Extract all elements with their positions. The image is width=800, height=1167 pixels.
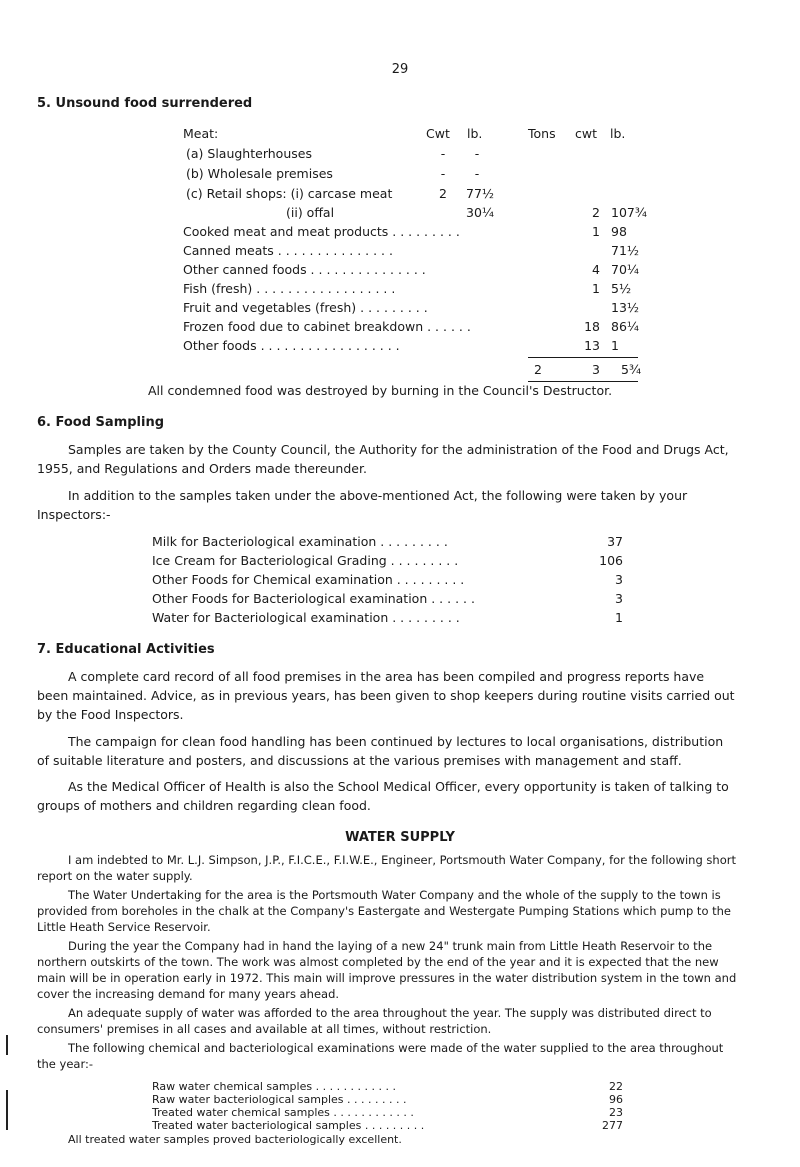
section-6-heading: 6. Food Sampling (37, 415, 165, 430)
meat-label: Meat: (183, 126, 219, 141)
page-number: 29 (391, 62, 409, 77)
list-item-label: Treated water bacteriological samples . . . . . . . . . (152, 1119, 425, 1132)
table-cell-lb-2: 1 (611, 338, 619, 353)
list-item-value: 22 (609, 1080, 623, 1093)
list-item-value: 277 (602, 1119, 623, 1132)
table-row-label: Other foods . . . . . . . . . . . . . . . . . . (183, 338, 400, 353)
total-tons: 2 (534, 362, 542, 377)
table-cell-cwt: - (440, 146, 446, 161)
table-cell-lb-2: 71½ (611, 243, 640, 258)
scan-edge-mark (6, 1035, 8, 1055)
list-item-label: Other Foods for Bacteriological examination . . . . . . (152, 591, 475, 606)
table-cell-lb: - (474, 166, 480, 181)
paragraph: Samples are taken by the County Council, the Authority for the administration of the Food and Drugs Act, 1955, and Regulations and Orders made thereunder. (37, 442, 729, 476)
table-cell-cwt: - (440, 166, 446, 181)
col-header-lb-2: lb. (610, 126, 626, 141)
paragraph: I am indebted to Mr. L.J. Simpson, J.P., F.I.C.E., F.I.W.E., Engineer, Portsmouth Water Company, for the following short report on the water supply. (37, 853, 736, 883)
paragraph: An adequate supply of water was afforded to the area throughout the year. The supply was distributed direct to consumers' premises in all cases and available at all times, without restriction. (37, 1006, 712, 1036)
total-rule-bottom (528, 381, 638, 382)
table-cell-cwt: 2 (439, 186, 447, 201)
paragraph: In addition to the samples taken under the above-mentioned Act, the following were taken by your Inspectors:- (37, 488, 688, 522)
list-item-label: Treated water chemical samples . . . . . . . . . . . . (152, 1106, 414, 1119)
list-item-value: 23 (609, 1106, 623, 1119)
table-cell-lb-2: 86¼ (611, 319, 640, 334)
total-lb: 5¾ (621, 362, 642, 377)
table-row-label: (c) Retail shops: (i) carcase meat (186, 186, 393, 201)
table-cell-lb: - (474, 146, 480, 161)
table-cell-lb-2: 70¼ (611, 262, 640, 277)
col-header-cwt-2: cwt (575, 126, 597, 141)
paragraph: The following chemical and bacteriological examinations were made of the water supplied to the area throughout the year:- (37, 1041, 724, 1071)
col-header-tons: Tons (528, 126, 556, 141)
list-item-label: Raw water chemical samples . . . . . . . . . . . . (152, 1080, 397, 1093)
section-5-heading: 5. Unsound food surrendered (37, 96, 253, 111)
paragraph: A complete card record of all food premises in the area has been compiled and progress reports have been maintained. Advice, as in previous years, has been given to shop keepers during routine visits carried out by the Food Inspectors. (37, 669, 735, 722)
total-rule-top (528, 357, 638, 358)
scan-edge-mark (6, 1090, 8, 1130)
paragraph: As the Medical Officer of Health is also the School Medical Officer, every opportunity is taken of talking to groups of mothers and children regarding clean food. (37, 779, 729, 813)
section-5-footnote: All condemned food was destroyed by burning in the Council's Destructor. (148, 383, 613, 398)
table-row-label: Fish (fresh) . . . . . . . . . . . . . . . . . . (183, 281, 396, 296)
table-cell-lb-2: 5½ (611, 281, 632, 296)
table-row-label: Canned meats . . . . . . . . . . . . . . . (183, 243, 393, 258)
table-cell-cwt-2: 13 (584, 338, 600, 353)
paragraph: The campaign for clean food handling has been continued by lectures to local organisations, distribution of suitable literature and posters, and discussions at the various premises with management and staff. (37, 734, 724, 768)
list-item-label: Milk for Bacteriological examination . . . . . . . . . (152, 534, 448, 549)
table-row-label: Cooked meat and meat products . . . . . . . . . (183, 224, 460, 239)
list-item-value: 3 (615, 591, 623, 606)
table-row-label: Frozen food due to cabinet breakdown . . . . . . (183, 319, 471, 334)
table-row-label: (a) Slaughterhouses (186, 146, 312, 161)
table-row-label: Other canned foods . . . . . . . . . . . . . . . (183, 262, 426, 277)
list-item-value: 106 (599, 553, 623, 568)
table-cell-lb-2: 13½ (611, 300, 640, 315)
water-supply-heading: WATER SUPPLY (345, 830, 455, 845)
paragraph: The Water Undertaking for the area is the Portsmouth Water Company and the whole of the supply to the town is provided from boreholes in the chalk at the Company's Eastergate and Westergate Pumping Stations which pump to the Little Heath Service Reservoir. (37, 888, 732, 934)
table-cell-cwt-2: 18 (584, 319, 600, 334)
table-cell-cwt-2: 1 (592, 224, 600, 239)
table-cell-lb: 77½ (466, 186, 495, 201)
table-row-label: Fruit and vegetables (fresh) . . . . . . . . . (183, 300, 428, 315)
table-row-label: (b) Wholesale premises (186, 166, 333, 181)
table-cell-lb: 30¼ (466, 205, 495, 220)
list-item-value: 37 (607, 534, 623, 549)
list-item-value: 3 (615, 572, 623, 587)
closing-statement: All treated water samples proved bacteriologically excellent. (68, 1133, 402, 1146)
list-item-label: Other Foods for Chemical examination . . . . . . . . . (152, 572, 465, 587)
paragraph: During the year the Company had in hand the laying of a new 24" trunk main from Little Heath Reservoir to the northern outskirts of the town. The work was almost completed by the end of the year and it is expected that the new main will be in operation early in 1972. This main will improve pressures in the water distribution system in the town and cover the increasing demand for many years ahead. (37, 939, 737, 1001)
table-cell-cwt-2: 1 (592, 281, 600, 296)
table-cell-lb-2: 98 (611, 224, 627, 239)
section-7-heading: 7. Educational Activities (37, 642, 215, 657)
list-item-label: Raw water bacteriological samples . . . . . . . . . (152, 1093, 407, 1106)
list-item-value: 96 (609, 1093, 623, 1106)
list-item-label: Ice Cream for Bacteriological Grading . . . . . . . . . (152, 553, 459, 568)
table-cell-cwt-2: 2 (592, 205, 600, 220)
table-cell-lb-2: 107¾ (611, 205, 647, 220)
table-row-label: (ii) offal (286, 205, 335, 220)
total-cwt: 3 (592, 362, 600, 377)
list-item-label: Water for Bacteriological examination . . . . . . . . . (152, 610, 460, 625)
col-header-lb: lb. (467, 126, 483, 141)
list-item-value: 1 (615, 610, 623, 625)
table-cell-cwt-2: 4 (592, 262, 600, 277)
col-header-cwt: Cwt (426, 126, 450, 141)
